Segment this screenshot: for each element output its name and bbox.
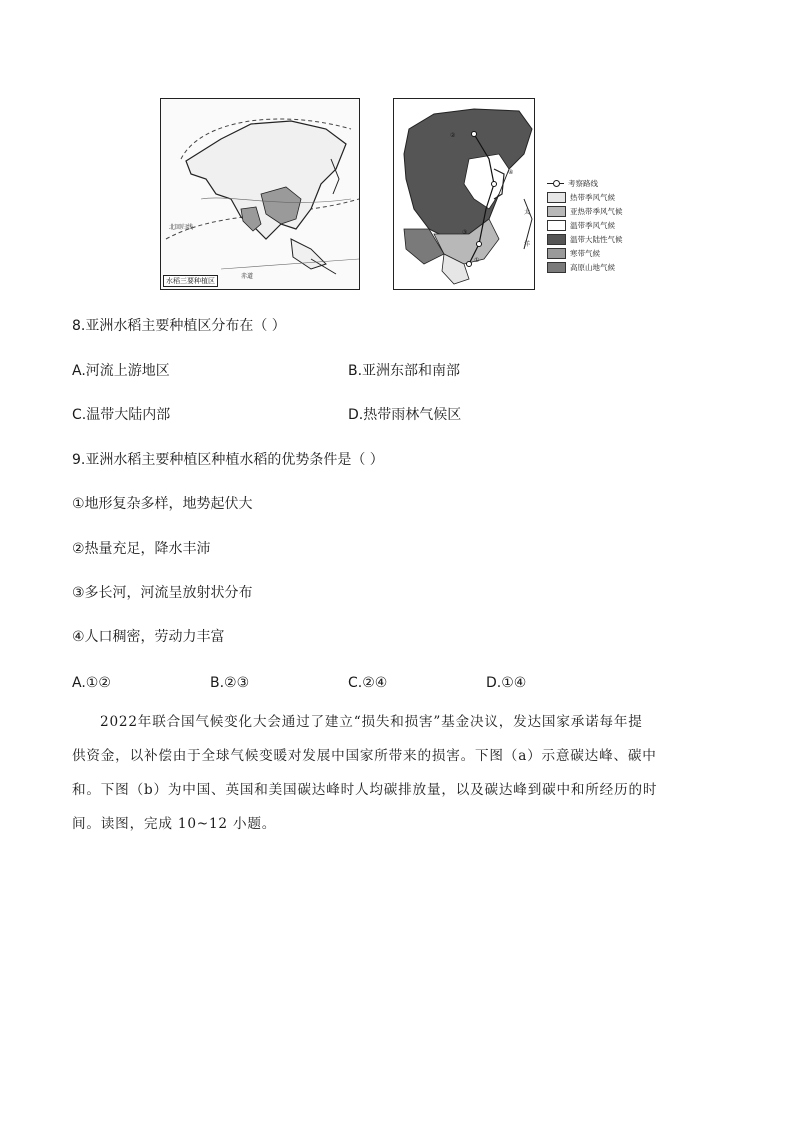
legend-item <box>547 218 647 232</box>
legend-swatch <box>547 248 566 259</box>
climate-map-graphic <box>394 99 534 289</box>
ocean-label-2: 洋 <box>524 241 531 248</box>
passage-line-4: 间。读图，完成 10~12 小题。 <box>72 816 277 832</box>
legend-item <box>547 246 647 260</box>
legend-label: 考察路线 <box>568 178 598 188</box>
question-8-stem: 8.亚洲水稻主要种植区分布在（ ） <box>72 318 286 334</box>
legend-swatch <box>547 192 566 203</box>
question-9-stem: 9.亚洲水稻主要种植区种植水稻的优势条件是（ ） <box>72 452 384 468</box>
asia-map-graphic <box>161 99 359 289</box>
legend-label: 热带季风气候 <box>570 192 615 202</box>
q8-option-c: C.温带大陆内部 <box>72 407 171 423</box>
q9-option-b: B.②③ <box>210 675 250 691</box>
q9-option-d: D.①④ <box>486 675 527 691</box>
map-legend <box>547 176 647 274</box>
q8-option-d: D.热带雨林气候区 <box>348 407 462 423</box>
q8-option-a: A.河流上游地区 <box>72 363 170 379</box>
q9-option-c: C.②④ <box>348 675 388 691</box>
tropic-label: 北回归线 <box>169 224 194 231</box>
q9-option-a: A.①② <box>72 675 111 691</box>
legend-item-route <box>547 176 647 190</box>
legend-label: 亚热带季风气候 <box>570 206 623 216</box>
legend-swatch <box>547 262 566 273</box>
route-point-4: ④ <box>508 169 514 176</box>
route-point-1: ① <box>474 257 480 264</box>
q9-statement-2: ②热量充足，降水丰沛 <box>72 541 211 557</box>
passage-line-3: 和。下图（b）为中国、英国和美国碳达峰时人均碳排放量，以及碳达峰到碳中和所经历的时 <box>72 782 658 798</box>
legend-label: 温带大陆性气候 <box>570 234 623 244</box>
legend-label: 寒带气候 <box>570 248 600 258</box>
passage-line-1-text: 2022年联合国气候变化大会通过了建立“损失和损害”基金决议，发达国家承诺每年提 <box>100 714 643 730</box>
route-point-3: ③ <box>462 229 468 236</box>
passage-line-2: 供资金，以补偿由于全球气候变暖对发展中国家所带来的损害。下图（a）示意碳达峰、碳中 <box>72 748 657 764</box>
passage-paragraph <box>72 705 722 841</box>
route-line-icon <box>547 179 564 188</box>
q9-statement-4: ④人口稠密，劳动力丰富 <box>72 629 225 645</box>
legend-item <box>547 190 647 204</box>
climate-route-map <box>393 98 535 290</box>
legend-swatch <box>547 234 566 245</box>
equator-label: 赤道 <box>241 273 254 280</box>
legend-swatch <box>547 206 566 217</box>
map-a-caption: 水稻三要种植区 <box>163 275 218 287</box>
legend-item <box>547 232 647 246</box>
ocean-label-1: 太 <box>524 209 531 216</box>
asia-rice-map <box>160 98 360 290</box>
legend-label: 温带季风气候 <box>570 220 615 230</box>
legend-label: 高原山地气候 <box>570 262 615 272</box>
figure-area <box>160 98 640 290</box>
route-point-2: ② <box>450 132 456 139</box>
passage-line-1 <box>72 705 722 739</box>
legend-swatch <box>547 220 566 231</box>
legend-item <box>547 260 647 274</box>
q8-option-b: B.亚洲东部和南部 <box>348 363 461 379</box>
legend-item <box>547 204 647 218</box>
q9-statement-3: ③多长河，河流呈放射状分布 <box>72 585 253 601</box>
q9-statement-1: ①地形复杂多样，地势起伏大 <box>72 496 253 512</box>
